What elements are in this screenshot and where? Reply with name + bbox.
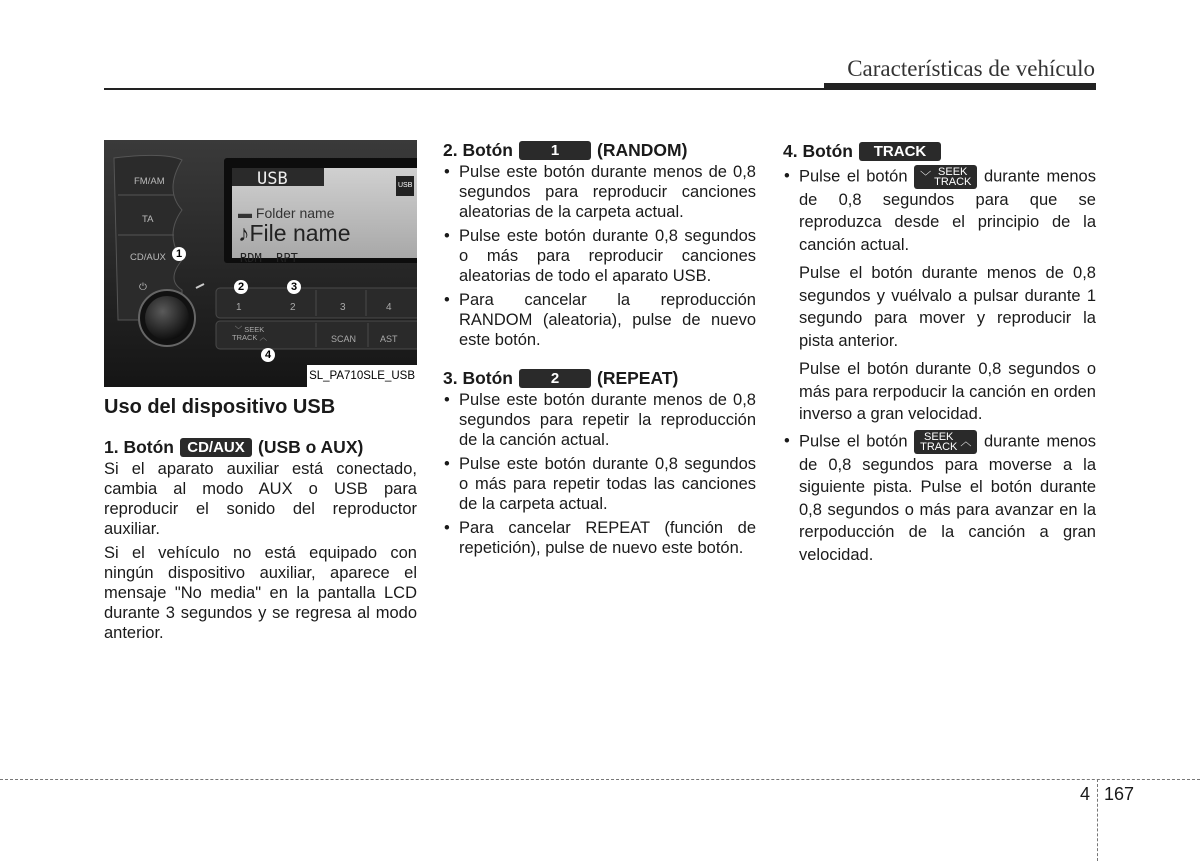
s1-paragraph-2: Si el vehículo no está equipado con ningún dispositivo auxiliar, aparece el mensaje "No media" en la pantalla LCD durante 3 segundos y se regresa al modo anterior.	[104, 544, 417, 642]
s4-list	[783, 165, 1096, 257]
column-3	[783, 140, 1096, 570]
lcd-rdm: RDM	[240, 251, 262, 265]
s3-prefix: 3. Botón	[443, 368, 513, 388]
preset-3-label: 3	[340, 302, 346, 313]
chevron-down-icon: ﹀	[920, 170, 932, 183]
list-item: • Pulse este botón durante 0,8 segundos o más para repetir todas las canciones de la carpeta actual.	[443, 454, 756, 514]
s4-paragraph-2: Pulse el botón durante 0,8 segundos o más para rerpoducir la canción en orden inverso a gran velocidad.	[799, 360, 1096, 423]
key-1-icon: 1	[519, 141, 591, 160]
s2-list	[443, 162, 756, 350]
callout-4: 4	[261, 348, 275, 362]
s4-prefix: 4. Botón	[783, 141, 853, 161]
cd-aux-button-label: CD/AUX	[130, 252, 166, 263]
s4-item1-after: durante menos de 0,8 segundos para que se reproduzca desde el principio de la canción actual.	[799, 166, 1096, 254]
s1-heading	[104, 437, 417, 457]
callout-2: 2	[234, 280, 248, 294]
list-item: • Pulse este botón durante menos de 0,8 segundos para reproducir canciones aleatorias de la carpeta actual.	[443, 162, 756, 222]
chevron-up-icon: ︿	[960, 435, 972, 448]
s2-suffix: (RANDOM)	[597, 140, 688, 160]
cd-aux-key-icon: CD/AUX	[180, 438, 252, 457]
list-item	[783, 165, 1096, 257]
s4-list-2	[783, 430, 1096, 567]
list-item	[783, 430, 1096, 567]
s4-item2-after: durante menos de 0,8 segundos para moverse a la siguiente pista. Pulse el botón durante 0,8 segundos o más para avanzar en la rerpoducción de la canción a gran velocidad.	[799, 431, 1096, 564]
s1-prefix: 1. Botón	[104, 437, 174, 457]
ast-label: AST	[380, 334, 398, 344]
ta-button-label: TA	[142, 214, 154, 225]
s1-suffix: (USB o AUX)	[258, 437, 364, 457]
radio-panel-photo	[104, 140, 417, 387]
preset-2-label: 2	[290, 302, 296, 313]
section-title: Uso del dispositivo USB	[104, 396, 336, 418]
column-1	[104, 140, 417, 647]
footer-rule	[0, 779, 1200, 780]
fm-am-button-label: FM/AM	[134, 176, 165, 187]
key-2-icon: 2	[519, 369, 591, 388]
s2-prefix: 2. Botón	[443, 140, 513, 160]
column-2	[443, 140, 756, 562]
lcd-indicators	[240, 248, 298, 268]
lcd-mode: USB	[257, 169, 288, 189]
list-item: • Para cancelar REPEAT (función de repetición), pulse de nuevo este botón.	[443, 518, 756, 558]
seek-track-label: ﹀ SEEK TRACK ︿	[232, 325, 268, 342]
chapter-number: 4	[1080, 784, 1091, 804]
track-key-icon: TRACK	[859, 142, 941, 161]
lcd-file-text: File name	[249, 220, 351, 246]
preset-4-label: 4	[386, 302, 392, 313]
seek-text: SEEK	[924, 430, 954, 443]
list-item: • Para cancelar la reproducción RANDOM (aleatoria), pulse de nuevo este botón.	[443, 290, 756, 350]
page-number: 167	[1104, 784, 1135, 804]
callout-1: 1	[172, 247, 186, 261]
running-header: Características de vehículo	[847, 56, 1095, 81]
lcd-folder-name: ▬ Folder name	[238, 205, 335, 221]
svg-text:⏻: ⏻	[139, 282, 147, 293]
seek-track-text: SEEK TRACK	[232, 325, 265, 342]
seek-track-up-icon	[914, 430, 977, 454]
seek-text: SEEK	[938, 165, 968, 178]
header-rule-accent	[824, 83, 1096, 90]
s4-paragraph-1: Pulse el botón durante menos de 0,8 segundos y vuélvalo a pulsar durante 1 segundo para mover y reproducir la pista anterior.	[799, 264, 1096, 350]
seek-track-up-label	[920, 432, 957, 452]
seek-track-down-icon	[914, 165, 977, 189]
list-item: • Pulse este botón durante 0,8 segundos o más para reproducir canciones aleatorias de todo el aparato USB.	[443, 226, 756, 286]
s1-paragraph-1: Si el aparato auxiliar está conectado, cambia al modo AUX o USB para reproducir el sonido del reproductor auxiliar.	[104, 460, 417, 538]
lcd-file-name: ♪File name	[238, 220, 351, 246]
footer-divider	[1097, 779, 1098, 861]
preset-1-label: 1	[236, 302, 242, 313]
scan-label: SCAN	[331, 334, 357, 344]
list-item: • Pulse este botón durante menos de 0,8 segundos para repetir la reproducción de la canción actual.	[443, 390, 756, 450]
lcd-rpt: RPT	[276, 251, 298, 265]
track-text: TRACK	[934, 175, 972, 188]
s3-list	[443, 390, 756, 558]
seek-track-down-label	[934, 167, 971, 187]
lcd-folder-text: Folder name	[255, 205, 335, 221]
s2-heading	[443, 140, 756, 160]
s3-suffix: (REPEAT)	[597, 368, 679, 388]
s4-heading	[783, 140, 1096, 163]
callout-3: 3	[287, 280, 301, 294]
s4-item1-before: Pulse el botón	[799, 166, 908, 185]
s3-heading	[443, 368, 756, 388]
lcd-usb-badge: USB	[396, 176, 414, 196]
s4-item2-before: Pulse el botón	[799, 431, 908, 450]
track-text: TRACK	[920, 440, 958, 453]
photo-caption: SL_PA710SLE_USB	[307, 365, 417, 387]
